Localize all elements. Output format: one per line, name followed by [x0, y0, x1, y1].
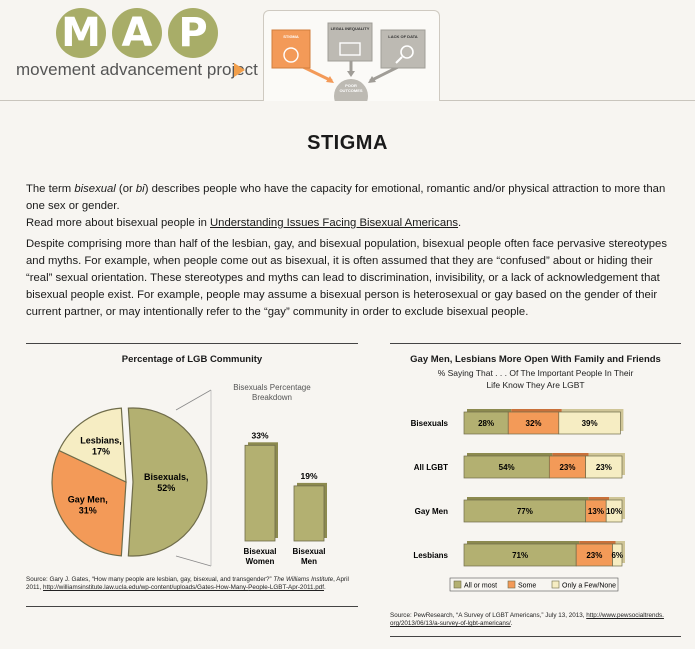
logo-letter-a: A [112, 8, 162, 58]
breakdown-category-label: Bisexual [243, 547, 277, 556]
pie-chart [26, 370, 358, 570]
breakdown-category-label: Men [301, 557, 317, 566]
breakdown-category-label: Bisexual [292, 547, 326, 556]
pie-value-label: 31% [78, 505, 97, 516]
logo-arrow-icon [234, 63, 245, 77]
framework-poor-outcomes: POOR OUTCOMES [339, 83, 363, 93]
term-bisexual: bisexual [74, 183, 116, 195]
right-chart-bottom-rule [390, 636, 681, 637]
bar-chart-title: Gay Men, Lesbians More Open With Family and Friends [410, 354, 661, 365]
link-line: org/2013/06/13/a-survey-of-lgbt-americans/ [390, 620, 511, 627]
bar-chart-subtitle-1: % Saying That . . . Of The Important People In Their [437, 368, 634, 378]
source-text: . [510, 620, 513, 627]
source-text: Source: Gary J. Gates, “How many people are lesbian, gay, bisexual, and transgender?” [26, 576, 272, 583]
page-title: STIGMA [307, 132, 388, 154]
pie-value-label: 52% [157, 483, 176, 493]
bar-value-label: 23% [559, 463, 576, 472]
bar-chart-subtitle-2: Life Know They Are LGBT [486, 380, 585, 390]
left-chart-bottom-rule [26, 606, 358, 607]
source-text: , April 2011, [26, 576, 349, 591]
connector-line [176, 390, 211, 410]
map-logo[interactable] [56, 8, 218, 58]
link-line: http://williamsinstitute.law.ucla.edu/wp-content/uploads/Gates-How-Many- [43, 584, 249, 591]
bar-chart-source [390, 612, 681, 628]
connector-line [176, 556, 211, 566]
understanding-issues-link[interactable]: Understanding Issues Facing Bisexual Americans [210, 217, 459, 229]
breakdown-title: Breakdown [251, 393, 293, 402]
pie-label: Gay Men, [67, 494, 108, 505]
source-text: . [323, 584, 326, 591]
legend-label: All or most [464, 582, 498, 590]
intro-text: The term [26, 183, 75, 195]
framework-lack-of-data: LACK OF DATA [388, 34, 418, 39]
pie-value-label: 17% [92, 446, 111, 457]
pie-chart-title: Percentage of LGB Community [121, 354, 263, 365]
framework-diagram [263, 10, 440, 101]
intro-text: . [458, 217, 462, 229]
williams-institute-link[interactable] [43, 584, 324, 591]
bar-value-label: 54% [498, 463, 515, 472]
bar-value-label: 23% [595, 463, 612, 472]
pie-chart-source [26, 576, 358, 592]
bar-value-label: 6% [611, 551, 624, 560]
bar-value-label: 71% [512, 551, 529, 560]
left-chart-top-rule [26, 343, 358, 344]
legend-swatch [552, 581, 559, 588]
framework-legal-inequality: LEGAL INEQUALITY [330, 26, 370, 31]
pie-label: Bisexuals, [144, 472, 189, 482]
logo-letter-m: M [56, 8, 106, 58]
legend-swatch [454, 581, 461, 588]
link-line: http://www.pewsocialtrends. [586, 612, 664, 619]
legend-label: Some [518, 582, 537, 590]
breakdown-value-label: 19% [300, 470, 318, 481]
bar-category-label: All LGBT [413, 463, 448, 472]
bar-value-label: 28% [478, 419, 495, 428]
breakdown-title: Bisexuals Percentage [233, 383, 311, 392]
term-bi: bi [135, 183, 145, 195]
framework-stigma: STIGMA [283, 34, 299, 39]
intro-text: Read more about bisexual people in [26, 217, 211, 229]
bar-category-label: Gay Men [414, 507, 448, 516]
breakdown-bar [245, 445, 275, 541]
breakdown-value-label: 33% [251, 430, 269, 441]
pie-label: Lesbians, [80, 435, 122, 446]
legend-swatch [508, 581, 515, 588]
intro-paragraph-2: Despite comprising more than half of the lesbian, gay, and bisexual population, bisexual people often face pervasive stereotypes and myths. For example, when people come out as bisexual, it is often assumed that they are “confused” about or hiding their “real” sexual orientation. These stereotypes and myths can lead to discrimination, invisibility, or a lack of acknowledgement that bisexual people exist. For example, people may assume a bisexual person is heterosexual or gay based on the gender of their current partner, or may intentionally refer to the “gay” community in order to exclude bisexual people. [26, 238, 667, 318]
bar-value-label: 23% [586, 551, 603, 560]
stacked-bar-chart [390, 398, 681, 600]
header [0, 0, 695, 101]
bar-value-label: 39% [581, 419, 598, 428]
bar-category-label: Lesbians [413, 551, 448, 560]
intro-text: ) describes people who have the capacity for emotional, romantic and/or physical attraction to more than one sex or gender. [26, 183, 666, 212]
bar-value-label: 32% [525, 419, 542, 428]
right-chart-top-rule [390, 343, 681, 344]
bar-value-label: 10% [606, 507, 623, 516]
intro-paragraph-1 [26, 181, 681, 232]
legend-label: Only a Few/None [562, 582, 617, 590]
source-publisher: The Williams Institute [273, 576, 334, 583]
link-line: People-LGBT-Apr-2011.pdf [248, 584, 324, 591]
bar-value-label: 77% [516, 507, 533, 516]
bar-category-label: Bisexuals [410, 419, 448, 428]
breakdown-bar [294, 486, 324, 541]
logo-letter-p: P [168, 8, 218, 58]
logo-tagline: movement advancement project [16, 60, 258, 79]
breakdown-category-label: Women [245, 557, 275, 566]
bar-value-label: 13% [587, 507, 604, 516]
source-text: Source: PewResearch, “A Survey of LGBT Americans,” July 13, 2013, [390, 612, 587, 619]
intro-text: (or [115, 183, 136, 195]
